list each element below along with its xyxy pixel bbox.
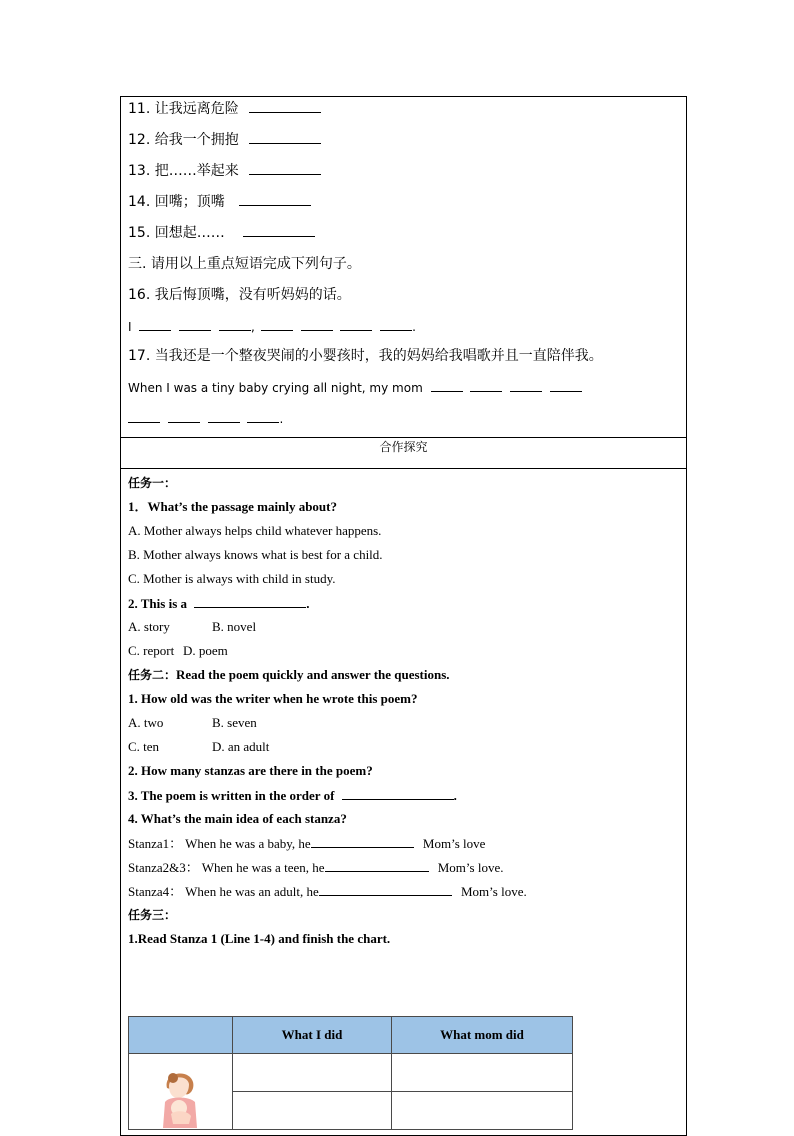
sentence-start: I: [128, 320, 132, 334]
stanza-1-line: [128, 834, 485, 853]
item-number: 11.: [128, 101, 151, 117]
answer-blank[interactable]: [139, 318, 171, 331]
item-number: 14.: [128, 194, 151, 210]
answer-blank[interactable]: [194, 594, 306, 608]
vocab-item-11: [128, 98, 321, 118]
item-text: 让我远离危险: [154, 101, 239, 117]
answer-blank[interactable]: [249, 129, 321, 144]
answer-blank[interactable]: [325, 858, 429, 872]
answer-blank[interactable]: [550, 379, 582, 392]
chart-cell-what-mom-did-1[interactable]: [392, 1054, 573, 1092]
answer-blank[interactable]: [249, 160, 321, 175]
task1-q1-option-b: B. Mother always knows what is best for a child.: [128, 547, 383, 562]
stanza-tail: Mom’s love: [422, 836, 486, 851]
part3-heading: 三. 请用以上重点短语完成下列句子。: [128, 256, 361, 272]
task2-question-4: 4. What’s the main idea of each stanza?: [128, 811, 347, 826]
answer-blank[interactable]: [510, 379, 542, 392]
vocab-item-15: [128, 222, 315, 242]
answer-blank[interactable]: [219, 318, 251, 331]
chart-header-row: [129, 1017, 573, 1054]
chart-cell-what-mom-did-2[interactable]: [392, 1092, 573, 1130]
task1-question-2: 2. This is a .: [128, 596, 310, 611]
task2-q1-option-a: A. two: [128, 715, 164, 730]
task1-heading: 任务一：: [128, 476, 177, 490]
chart-cell-what-i-did-2[interactable]: [233, 1092, 392, 1130]
answer-blank[interactable]: [340, 318, 372, 331]
worksheet-frame: [120, 96, 687, 1136]
sentence-17-chinese: 17. 当我还是一个整夜哭闹的小婴孩时，我的妈妈给我唱歌并且一直陪伴我。: [128, 348, 603, 364]
answer-blank[interactable]: [301, 318, 333, 331]
task1-q2-option-a: A. story: [128, 619, 170, 634]
sentence-17-english-cont: .: [128, 410, 283, 427]
section-title: 合作探究: [379, 440, 428, 454]
stanza-label: Stanza4： When he was an adult, he: [128, 884, 319, 899]
task-instruction: Read the poem quickly and answer the questions.: [176, 667, 450, 682]
answer-blank[interactable]: [179, 318, 211, 331]
task2-question-1: 1. How old was the writer when he wrote this poem?: [128, 691, 418, 706]
task1-q2-option-d: D. poem: [183, 643, 228, 658]
answer-blank[interactable]: [128, 410, 160, 423]
item-text: 给我一个拥抱: [154, 132, 239, 148]
vocab-item-12: [128, 129, 321, 149]
chart-header-what-i-did: What I did: [233, 1017, 392, 1054]
task2-heading: [128, 666, 450, 684]
task1-q1-option-c: C. Mother is always with child in study.: [128, 571, 336, 586]
stanza-4-line: [128, 882, 527, 901]
task2-q1-option-d: D. an adult: [212, 739, 270, 754]
answer-blank[interactable]: [239, 191, 311, 206]
sentence-16-english: I , .: [128, 320, 416, 334]
answer-blank[interactable]: [342, 786, 454, 800]
task2-question-2: 2. How many stanzas are there in the poem?: [128, 763, 373, 778]
chart-header-blank: [129, 1017, 233, 1054]
sentence-17-english: [128, 379, 582, 396]
task3-question-1: 1.Read Stanza 1 (Line 1-4) and finish the chart.: [128, 931, 391, 946]
question-text: 2. This is a: [128, 596, 188, 611]
answer-blank[interactable]: [249, 98, 321, 113]
vocab-item-14: [128, 191, 311, 211]
stanza-tail: Mom’s love.: [437, 860, 504, 875]
task1-question-1: 1．What’s the passage mainly about?: [128, 499, 337, 514]
answer-blank[interactable]: [380, 318, 412, 331]
stanza-tail: Mom’s love.: [460, 884, 527, 899]
task2-q1-option-b: B. seven: [212, 715, 257, 730]
answer-blank[interactable]: [168, 410, 200, 423]
stanza-chart: [128, 1016, 573, 1130]
answer-blank[interactable]: [470, 379, 502, 392]
stanza-label: Stanza2&3： When he was a teen, he: [128, 860, 325, 875]
item-text: 回想起……: [154, 225, 225, 241]
chart-header-what-mom-did: What mom did: [392, 1017, 573, 1054]
question-text: 3. The poem is written in the order of: [128, 788, 335, 803]
mother-baby-icon: [159, 1066, 203, 1128]
chart-row: [129, 1054, 573, 1092]
sentence-16-chinese: 16. 我后悔顶嘴，没有听妈妈的话。: [128, 287, 351, 303]
task2-question-3: 3. The poem is written in the order of .: [128, 788, 457, 803]
item-number: 15.: [128, 225, 151, 241]
sentence-start: When I was a tiny baby crying all night, my mom: [128, 381, 423, 395]
answer-blank[interactable]: [208, 410, 240, 423]
task2-q1-option-c: C. ten: [128, 739, 160, 754]
vocab-item-13: [128, 160, 321, 180]
stanza-label: Stanza1： When he was a baby, he: [128, 836, 311, 851]
item-text: 把……举起来: [154, 163, 239, 179]
divider-bottom: [120, 468, 687, 469]
answer-blank[interactable]: [261, 318, 293, 331]
task3-heading: 任务三：: [128, 908, 177, 922]
answer-blank[interactable]: [431, 379, 463, 392]
item-number: 12.: [128, 132, 151, 148]
stanza-2-3-line: [128, 858, 503, 877]
answer-blank[interactable]: [311, 834, 414, 848]
item-text: 回嘴；顶嘴: [154, 194, 225, 210]
answer-blank[interactable]: [243, 222, 315, 237]
task1-q2-option-b: B. novel: [212, 619, 257, 634]
item-number: 13.: [128, 163, 151, 179]
chart-cell-what-i-did-1[interactable]: [233, 1054, 392, 1092]
answer-blank[interactable]: [247, 410, 279, 423]
chart-picture-cell: [129, 1054, 233, 1130]
task1-q1-option-a: A. Mother always helps child whatever happens.: [128, 523, 382, 538]
task-label: 任务二：: [128, 668, 177, 682]
task1-q2-option-c: C. report: [128, 643, 175, 658]
answer-blank[interactable]: [319, 882, 452, 896]
